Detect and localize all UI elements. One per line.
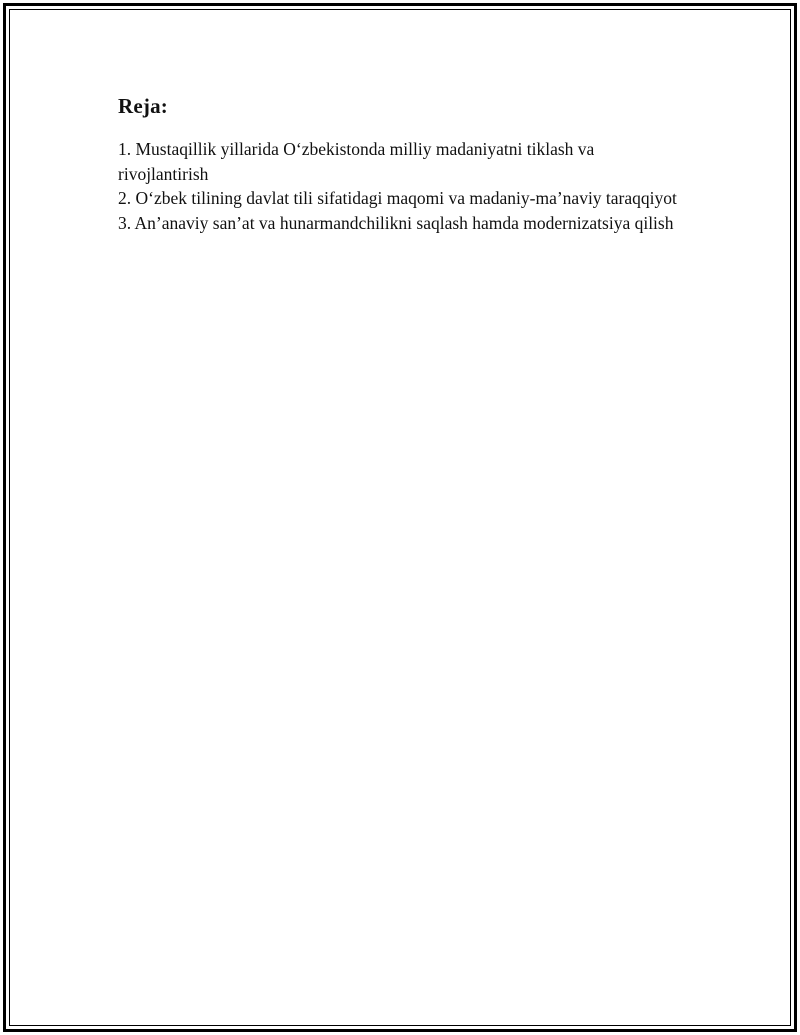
plan-list [118, 137, 678, 235]
plan-item-2: 2. O‘zbek tilining davlat tili sifatidagi maqomi va madaniy-ma’naviy taraqqiyot [118, 188, 677, 208]
plan-item-3: 3. An’anaviy san’at va hunarmandchilikni saqlash hamda modernizatsiya qilish [118, 212, 674, 233]
plan-item-1: 1. Mustaqillik yillarida O‘zbekistonda milliy madaniyatni tiklash va rivojlantirish [118, 139, 595, 184]
plan-heading: Reja: [118, 94, 168, 118]
page-content [118, 92, 678, 235]
